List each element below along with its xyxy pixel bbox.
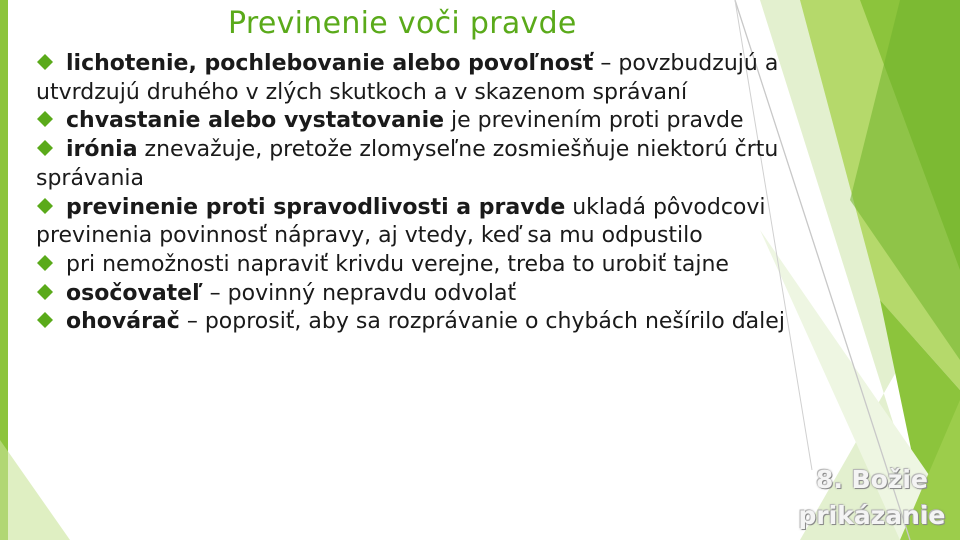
list-item-text: ukladá pôvodcovi previnenia povinnosť nápravy, aj vtedy, keď sa mu odpustilo — [36, 194, 766, 249]
list-item-bold: ohovárač — [66, 309, 180, 335]
diamond-bullet-icon — [36, 53, 54, 71]
diamond-bullet-icon — [36, 197, 54, 215]
list-item-bold: osočovateľ — [66, 280, 203, 306]
list-item — [36, 251, 796, 280]
list-item-text: pri nemožnosti napraviť krivdu verejne, treba to urobiť tajne — [66, 251, 729, 277]
list-item — [36, 136, 796, 193]
diamond-bullet-icon — [36, 254, 54, 272]
list-item-text: znevažuje, pretože zlomyseľne zosmiešňuje niektorú črtu správania — [36, 137, 779, 191]
slide-title: Previnenie voči pravde — [228, 6, 577, 41]
list-item — [36, 194, 796, 251]
list-item-text: je previnením proti pravde — [444, 108, 744, 134]
list-item — [36, 280, 796, 309]
commandment-label-line2: prikázanie — [798, 501, 946, 530]
list-item-text: – poprosiť, aby sa rozprávanie o chybách nešírilo ďalej — [179, 309, 785, 335]
list-item-bold: chvastanie alebo vystatovanie — [66, 108, 445, 134]
commandment-label-line1: 8. Božie — [816, 465, 928, 494]
list-item — [36, 50, 796, 107]
list-item-bold: lichotenie, pochlebovanie alebo povoľnosť — [66, 51, 594, 76]
diamond-bullet-icon — [36, 311, 54, 329]
commandment-label — [784, 462, 960, 534]
diamond-bullet-icon — [36, 139, 54, 157]
bullet-list — [36, 50, 796, 337]
list-item — [36, 308, 796, 337]
list-item-bold: previnenie proti spravodlivosti a pravde — [66, 194, 566, 220]
list-item — [36, 107, 796, 136]
list-item-text: – povzbudzujú a utvrdzujú druhého v zlých skutkoch a v skazenom správaní — [36, 51, 779, 105]
diamond-bullet-icon — [36, 110, 54, 128]
list-item-text: – povinný nepravdu odvolať — [202, 280, 517, 306]
list-item-bold: irónia — [66, 137, 138, 163]
diamond-bullet-icon — [36, 283, 54, 301]
